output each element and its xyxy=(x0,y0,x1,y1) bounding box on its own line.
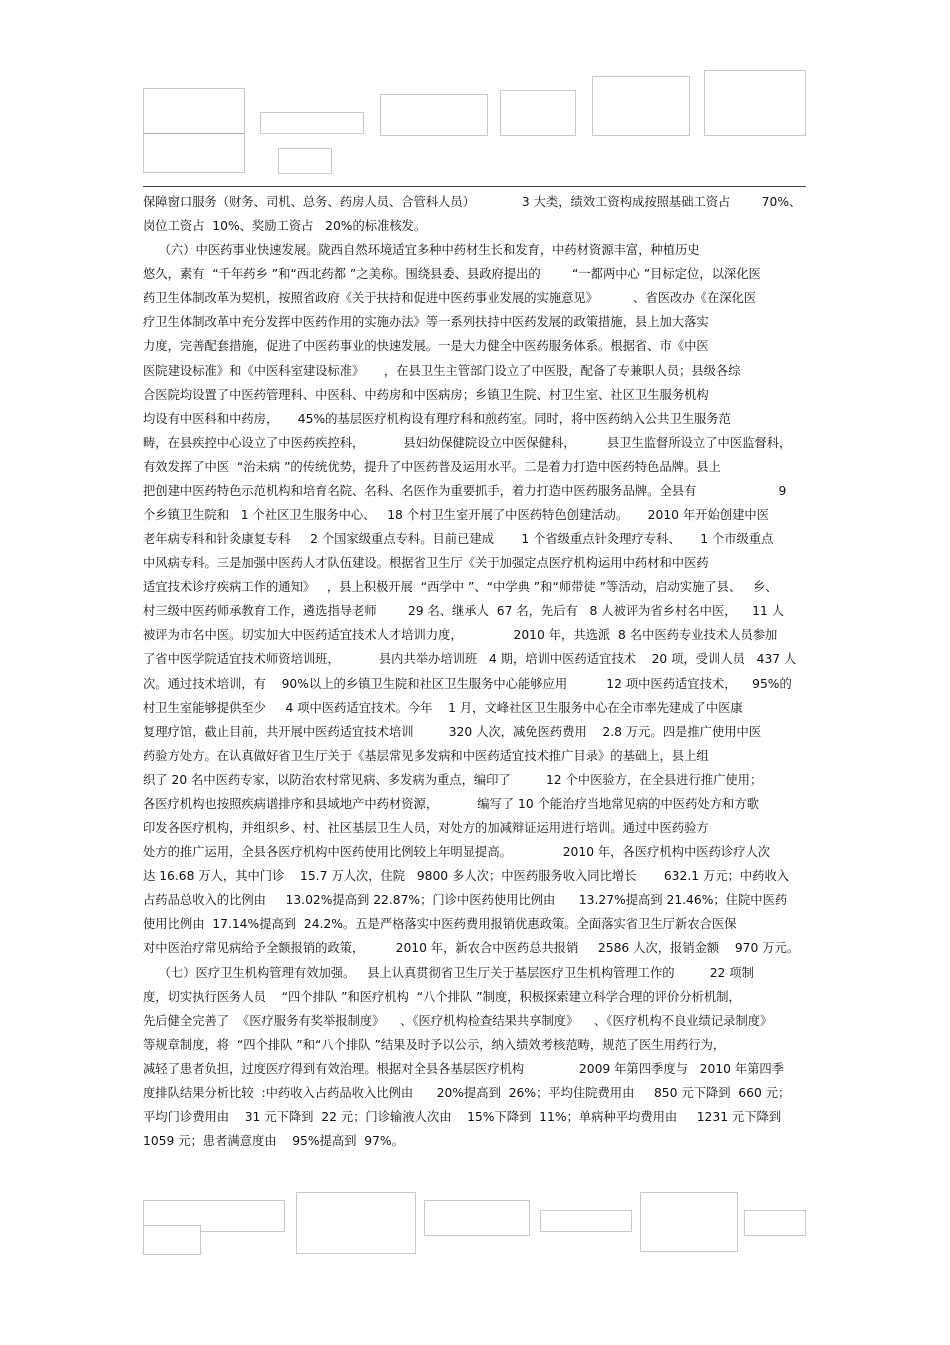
text-line: 被评为市名中医。切实加大中医药适宜技术人才培训力度， 2010 年，共选派 8 名中医药专业技术人员参加 xyxy=(143,628,778,643)
text-line: 了省中医学院适宜技术师资培训班， 县内共举办培训班 4 期，培训中医药适宜技术 20 项，受训人员 437 人 xyxy=(143,652,797,667)
header-decoration-box-4 xyxy=(278,148,332,174)
text-line: 中风病专科。三是加强中医药人才队伍建设。根据省卫生厅《关于加强定点医疗机构运用中药材和中医药 xyxy=(143,556,709,571)
text-line: 占药品总收入的比例由 13.02%提高到 22.87%；门诊中医药使用比例由 13.27%提高到 21.46%；住院中医药 xyxy=(143,893,788,908)
footer-decoration-box-5 xyxy=(540,1210,632,1232)
text-line: 畴，在县疾控中心设立了中医药疾控科， 县妇幼保健院设立中医保健科， 县卫生监督所设立了中医监督科， xyxy=(143,435,792,450)
text-line: 减轻了患者负担，过度医疗得到有效治理。根据对全县各基层医疗机构 2009 年第四季度与 2010 年第四季 xyxy=(143,1061,785,1076)
text-line: 疗卫生体制改革中充分发挥中医药作用的实施办法》等一系列扶持中医药发展的政策措施，县上加大落实 xyxy=(143,315,709,330)
text-line: 合医院均设置了中医药管理科、中医科、中药房和中医病房；乡镇卫生院、村卫生室、社区卫生服务机构 xyxy=(143,387,709,402)
text-line: 保障窗口服务（财务、司机、总务、药房人员、合管科人员） 3 大类，绩效工资构成按照基础工资占 70%、 xyxy=(143,195,802,209)
text-line: 个乡镇卫生院和 1 个社区卫生服务中心、 18 个村卫生室开展了中医药特色创建活动。 2010 年开始创建中医 xyxy=(143,508,769,523)
header-decoration-box-2 xyxy=(143,133,245,173)
header-rule xyxy=(143,186,806,187)
text-line: 适宜技术诊疗疾病工作的通知》 ，县上积极开展 “西学中 ”、“中学典 ”和“师带徒 ”等活动，启动实施了县、 乡、 xyxy=(143,580,778,595)
text-line: 次。通过技术培训，有 90%以上的乡镇卫生院和社区卫生服务中心能够应用 12 项中医药适宜技术， 95%的 xyxy=(143,676,792,691)
text-line: 均设有中医科和中药房， 45%的基层医疗机构设有理疗科和煎药室。同时，将中医药纳入公共卫生服务范 xyxy=(143,411,731,426)
text-line: 处方的推广运用，全县各医疗机构中医药使用比例较上年明显提高。 2010 年，各医疗机构中医药诊疗人次 xyxy=(143,845,771,860)
footer-decoration-box-4 xyxy=(424,1200,530,1236)
text-line: 有效发挥了中医 “治未病 ”的传统优势，提升了中医药普及运用水平。二是着力打造中医药特色品牌。县上 xyxy=(143,459,721,474)
text-line: 岗位工资占 10%、奖励工资占 20%的标准核发。 xyxy=(143,219,427,234)
text-line: 度，切实执行医务人员 “四个排队 ”和医疗机构 “八个排队 ”制度，积极探索建立科学合理的评价分析机制， xyxy=(143,989,741,1004)
text-line: 把创建中医药特色示范机构和培育名院、名科、名医作为重要抓手，着力打造中医药服务品牌。全县有 9 xyxy=(143,483,787,498)
text-line: 对中医治疗常见病给予全额报销的政策， 2010 年，新农合中医药总共报销 2586 人次，报销金额 970 万元。 xyxy=(143,941,800,956)
text-line: 印发各医疗机构，并组织乡、村、社区基层卫生人员，对处方的加减辩证运用进行培训。通过中医药验方 xyxy=(143,821,709,836)
header-decoration-box-5 xyxy=(380,94,488,136)
text-line: 度排队结果分析比较 :中药收入占药品收入比例由 20%提高到 26%；平均住院费用由 850 元下降到 660 元； xyxy=(143,1085,791,1100)
document-body xyxy=(143,190,808,1153)
text-line: 药卫生体制改革为契机，按照省政府《关于扶持和促进中医药事业发展的实施意见》 、省医改办《在深化医 xyxy=(143,291,757,306)
text-line: 复理疗馆，截止目前，共开展中医药适宜技术培训 320 人次，减免医药费用 2.8 万元。四是推广使用中医 xyxy=(143,724,762,739)
footer-decoration-box-7 xyxy=(744,1210,806,1236)
text-line: 村卫生室能够提供至少 4 项中医药适宜技术。今年 1 月，文峰社区卫生服务中心在全市率先建成了中医康 xyxy=(143,700,743,715)
text-line: 村三级中医药师承教育工作，遴选指导老师 29 名、继承人 67 名，先后有 8 人被评为省乡村名中医， 11 人 xyxy=(143,604,785,619)
text-line: 各医疗机构也按照疾病谱排序和县域地产中药材资源， 编写了 10 个能治疗当地常见病的中医药处方和方歌 xyxy=(143,796,759,811)
header-decoration-box-8 xyxy=(704,70,806,136)
text-line: 老年病专科和针灸康复专科 2 个国家级重点专科。目前已建成 1 个省级重点针灸理疗专科、 1 个市级重点 xyxy=(143,532,774,547)
header-decoration-box-7 xyxy=(592,76,690,136)
text-line: 力度，完善配套措施，促进了中医药事业的快速发展。一是大力健全中医药服务体系。根据省、市《中医 xyxy=(143,339,709,354)
header-decoration-box-3 xyxy=(260,112,364,134)
text-line: 先后健全完善了 《医疗服务有奖举报制度》 、《医疗机构检查结果共享制度》 、《医疗机构不良业绩记录制度》 xyxy=(143,1013,773,1028)
text-line: 医院建设标准》和《中医科室建设标准》 ，在县卫生主管部门设立了中医股，配备了专兼职人员；县级各综 xyxy=(143,363,741,378)
text-line: 使用比例由 17.14%提高到 24.2%。五是严格落实中医药费用报销优惠政策。全面落实省卫生厅新农合医保 xyxy=(143,917,737,932)
text-line: 平均门诊费用由 31 元下降到 22 元；门诊输液人次由 15%下降到 11%；单病种平均费用由 1231 元下降到 xyxy=(143,1109,782,1124)
text-line: 达 16.68 万人，其中门诊 15.7 万人次，住院 9800 多人次；中医药服务收入同比增长 632.1 万元；中药收入 xyxy=(143,869,790,884)
footer-decoration-box-3 xyxy=(296,1192,416,1254)
footer-decoration-box-2 xyxy=(143,1225,201,1255)
text-line: 1059 元；患者满意度由 95%提高到 97%。 xyxy=(143,1134,404,1149)
text-line: （七）医疗卫生机构管理有效加强。 县上认真贯彻省卫生厅关于基层医疗卫生机构管理工作的 22 项制 xyxy=(143,965,754,980)
text-line: 悠久，素有 “千年药乡 ”和“西北药都 ”之美称。围绕县委、县政府提出的 “一都两中心 ”目标定位，以深化医 xyxy=(143,267,761,282)
footer-decoration-box-6 xyxy=(640,1192,738,1252)
text-line: 等规章制度，将 “四个排队 ”和“八个排队 ”结果及时予以公示，纳入绩效考核范畴，规范了医生用药行为， xyxy=(143,1037,726,1052)
text-line: 药验方处方。在认真做好省卫生厅关于《基层常见多发病和中医药适宜技术推广目录》的基础上，县上组 xyxy=(143,748,709,763)
text-line: （六）中医药事业快速发展。陇西自然环境适宜多种中药材生长和发育，中药材资源丰富，种植历史 xyxy=(143,243,700,258)
header-decoration-box-6 xyxy=(500,90,576,136)
text-line: 织了 20 名中医药专家，以防治农村常见病、多发病为重点，编印了 12 个中医验方，在全县进行推广使用； xyxy=(143,772,763,787)
